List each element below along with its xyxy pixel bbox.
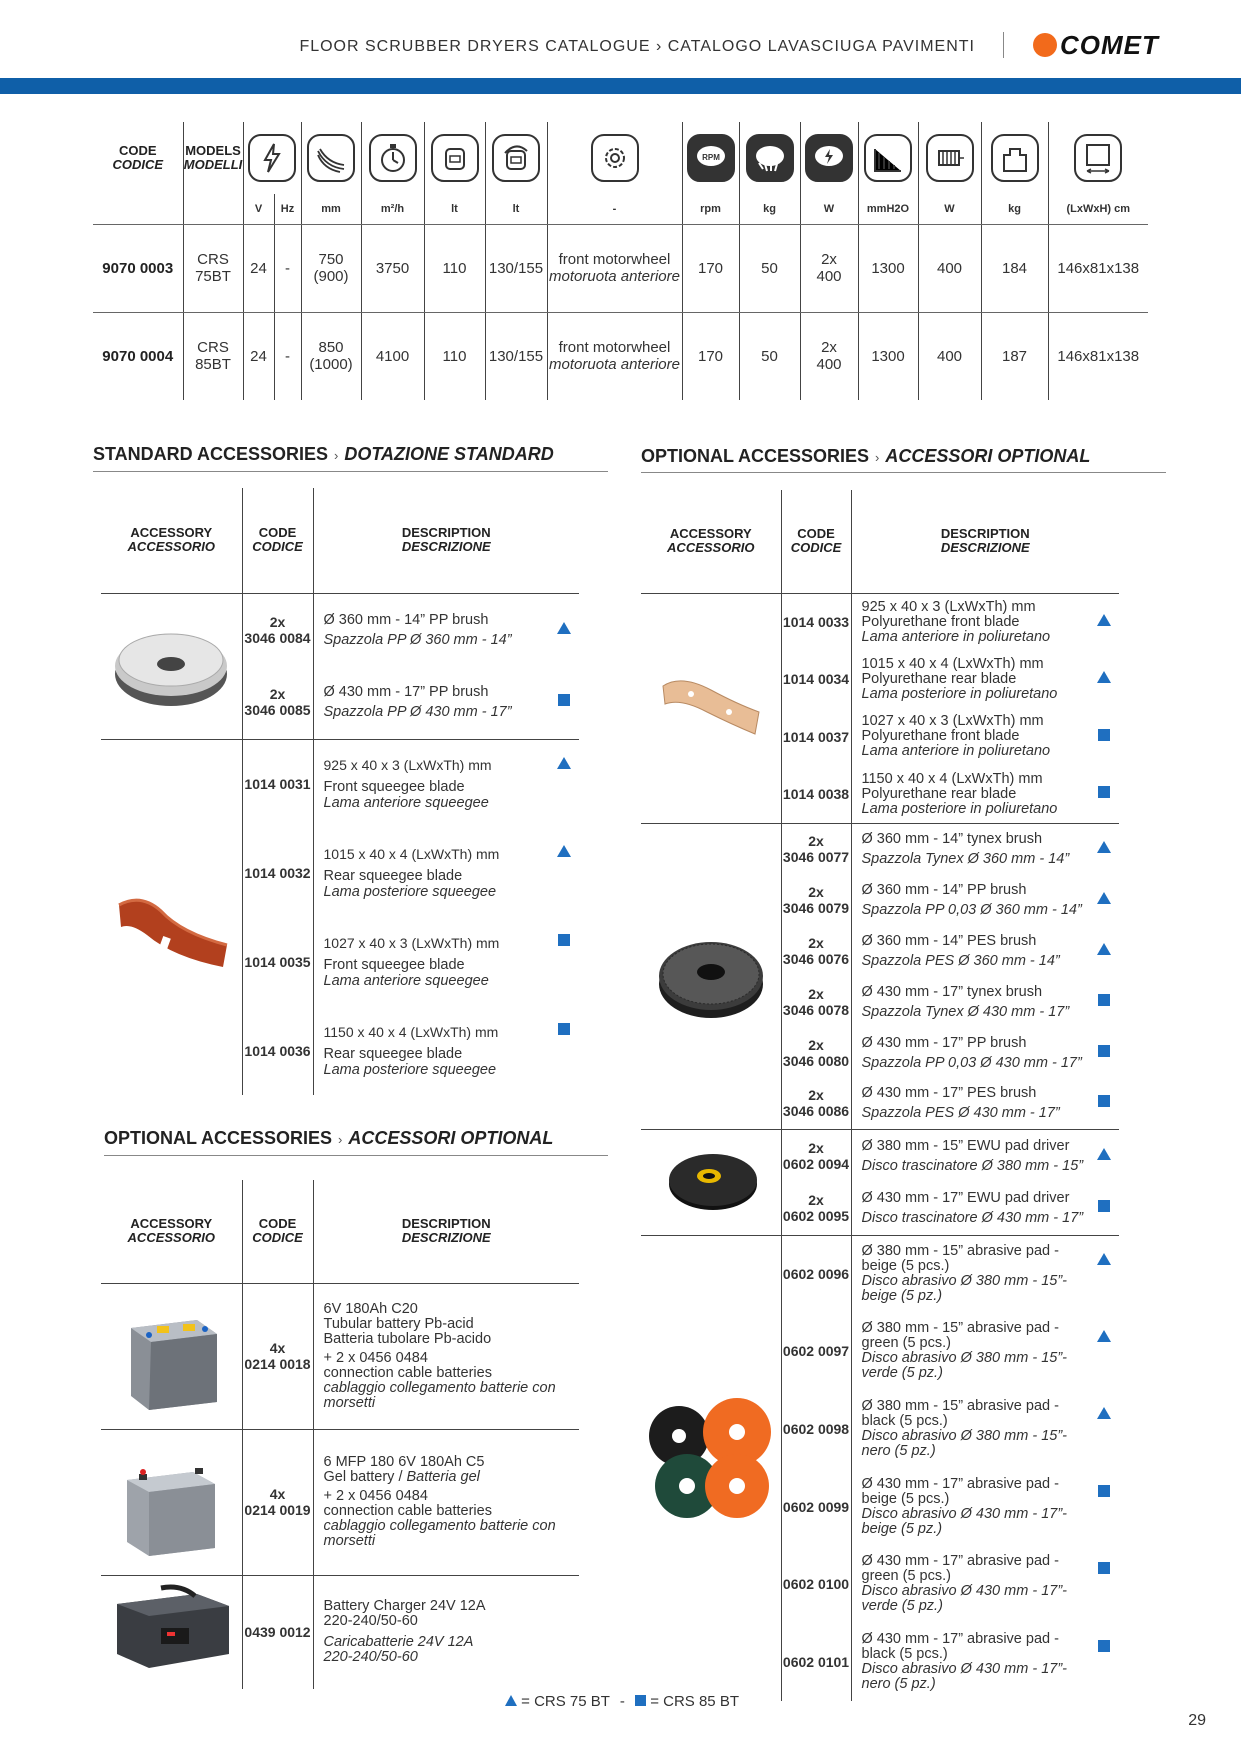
optional-accessories-table-right [641,490,1119,1701]
weight-icon [991,134,1039,182]
spec-model: CRS 85BT [183,312,243,400]
unit-dash: - [547,194,682,224]
list-item [641,1235,1119,1313]
crs-85bt-marker-icon [1098,1640,1110,1652]
code-cell: 2x 3046 0086 [781,1078,851,1129]
description-cell: 1015 x 40 x 4 (LxWxTh) mm Rear squeegee blade Lama posteriore squeegee [323,845,500,900]
spec-lt2: 130/155 [485,224,547,312]
crs-75bt-marker-icon [1097,1148,1111,1160]
brush-width-icon [307,134,355,182]
code-cell: 2x 3046 0077 [781,823,851,874]
description-cell: 925 x 40 x 3 (LxWxTh) mm Polyurethane front blade Lama anteriore in poliuretano [861,598,1051,645]
recovery-tank-icon [492,134,540,182]
description-cell: Ø 430 mm - 17” PP brush Spazzola PP Ø 430 mm - 17” [313,666,549,739]
spec-model: CRS 75BT [183,224,243,312]
code-cell: 2x 3046 0076 [781,925,851,976]
crs-85bt-marker-icon [1098,729,1110,741]
spec-w: 2x 400 [800,312,858,400]
spec-mm: 850 (1000) [301,312,361,400]
spec-table [93,122,1148,400]
description-cell: Ø 360 mm - 14” PP brush Spazzola PP 0,03 Ø 360 mm - 14” [861,881,1082,918]
voltage-icon [248,134,296,182]
description-cell: Ø 430 mm - 17” EWU pad driver Disco trascinatore Ø 430 mm - 17” [851,1182,1089,1235]
spec-drive: front motorwheel motoruota anteriore [547,224,682,312]
comet-logo: COMET [1060,30,1159,60]
gear-icon [591,134,639,182]
description-cell: 1027 x 40 x 3 (LxWxTh) mm Polyurethane front blade Lama anteriore in poliuretano [861,713,1051,760]
description-cell: Ø 380 mm - 15” abrasive pad - beige (5 pcs.) Disco abrasivo Ø 380 mm - 15”- beige (5 pz.) [861,1243,1067,1305]
code-cell: 0602 0097 [781,1313,851,1391]
code-cell: 1014 0038 [781,766,851,824]
header-divider [1003,32,1004,58]
rpm-icon [687,134,735,182]
description-cell: Ø 360 mm - 14” PP brush Spazzola PP Ø 360 mm - 14” [323,611,512,648]
vacuum-icon [864,134,912,182]
crs-85bt-marker-icon [1098,1485,1110,1497]
description-cell: Ø 360 mm - 14” tynex brush Spazzola Tynex Ø 360 mm - 14” [861,830,1070,867]
code-cell: 2x 0602 0094 [781,1129,851,1182]
squeegee-blade-image [101,815,242,1015]
unit-w: W [800,194,858,224]
unit-mmh2o: mmH2O [858,194,918,224]
list-item [101,1575,579,1689]
rpm-label: RPM [701,153,720,162]
battery-charger-image [101,1576,242,1684]
crs-75bt-marker-icon [1097,841,1111,853]
spec-row-crs85bt [93,312,1148,400]
spec-w: 2x 400 [800,224,858,312]
crs-75bt-marker-icon [1097,1407,1111,1419]
crs-85bt-marker-icon [1098,994,1110,1006]
spec-dim: 146x81x138 [1057,347,1140,365]
spec-drive: front motorwheel motoruota anteriore [547,312,682,400]
models-header: MODELS MODELLI [183,122,243,194]
optional-accessories-heading-right: OPTIONAL ACCESSORIES › ACCESSORI OPTIONAL [641,446,1091,466]
spec-kg2: 187 [981,312,1048,400]
legend-separator: - [619,1693,625,1710]
crs-75bt-marker-icon [1097,1330,1111,1342]
description-cell: 1150 x 40 x 4 (LxWxTh) mm Polyurethane rear blade Lama posteriore in poliuretano [851,766,1089,824]
accessory-header: ACCESSORY ACCESSORIO [101,1180,242,1283]
unit-w-2: W [918,194,981,224]
unit-dimensions: (LxWxH) cm [1048,194,1148,224]
tynex-brush-image [641,824,781,1124]
description-cell: Ø 430 mm - 17” abrasive pad - black (5 pcs.) Disco abrasivo Ø 430 mm - 17”- nero (5 pz.) [861,1630,1067,1692]
unit-m2h: m²/h [361,194,424,224]
list-item [641,1129,1119,1182]
spec-hz: - [274,312,301,400]
dimensions-icon [1074,134,1122,182]
list-item [101,1283,579,1429]
spec-lt1: 110 [424,312,485,400]
crs-75bt-marker-icon [1097,892,1111,904]
code-cell: 4x 0214 0018 [242,1283,313,1429]
pp-brush-image [101,594,242,734]
spec-code: 9070 0004 [93,312,183,400]
unit-rpm: rpm [682,194,739,224]
code-cell: 1014 0036 [242,1006,313,1095]
description-header: DESCRIPTION DESCRIZIONE [851,490,1119,593]
spec-v: 24 [243,312,274,400]
accessory-header: ACCESSORY ACCESSORIO [641,490,781,593]
code-cell: 2x 3046 0085 [242,666,313,739]
spec-dim: 146x81x138 [1048,224,1148,312]
spec-v: 24 [243,224,274,312]
crs-75bt-marker-icon [1097,671,1111,683]
code-cell: 2x 3046 0079 [781,874,851,925]
code-header: CODE CODICE [781,490,851,593]
code-cell: 2x 3046 0084 [242,593,313,666]
section-divider [93,471,608,472]
brush-motor-icon [805,134,853,182]
description-cell: Ø 430 mm - 17” abrasive pad - beige (5 pcs.) Disco abrasivo Ø 430 mm - 17”- beige (5 pz.) [861,1475,1067,1537]
code-cell: 0602 0101 [781,1623,851,1701]
clean-tank-icon [431,134,479,182]
list-item [641,593,1119,651]
code-cell: 1014 0035 [242,917,313,1006]
crs-75bt-marker-icon [1097,614,1111,626]
code-cell: 1014 0031 [242,739,313,828]
legend-crs85bt: = CRS 85 BT [650,1693,739,1710]
description-cell: Ø 430 mm - 17” abrasive pad - green (5 pcs.) Disco abrasivo Ø 430 mm - 17”- verde (5 pz.) [861,1553,1067,1615]
code-cell: 1014 0033 [781,593,851,651]
description-cell: Ø 430 mm - 17” tynex brush Spazzola Tynex Ø 430 mm - 17” [861,983,1070,1020]
code-cell: 0602 0096 [781,1235,851,1313]
tubular-battery-image [101,1284,242,1424]
polyurethane-blade-image [641,594,781,818]
crs-75bt-marker-icon [1097,1253,1111,1265]
crs-75bt-marker-icon [1097,943,1111,955]
description-cell: 1015 x 40 x 4 (LxWxTh) mm Polyurethane rear blade Lama posteriore in poliuretano [861,655,1058,702]
standard-accessories-table [101,488,579,1095]
description-cell: 6 MFP 180 6V 180Ah C5 Gel battery / Batteria gel + 2 x 0456 0484 connection cable batteries cablaggio collegamento batterie con morsetti [313,1429,579,1575]
motor-icon [926,134,974,182]
code-cell: 2x 0602 0095 [781,1182,851,1235]
unit-lt: lt [424,194,485,224]
spec-rpm: 170 [682,224,739,312]
code-header: CODE CODICE [242,1180,313,1283]
description-cell: 925 x 40 x 3 (LxWxTh) mm Front squeegee blade Lama anteriore squeegee [323,756,492,811]
standard-accessories-heading: STANDARD ACCESSORIES › DOTAZIONE STANDARD [93,444,554,464]
catalogue-title: FLOOR SCRUBBER DRYERS CATALOGUE › CATALOGO LAVASCIUGA PAVIMENTI [299,38,975,55]
spec-kg2: 184 [981,224,1048,312]
unit-kg-2: kg [981,194,1048,224]
unit-lt-2: lt [485,194,547,224]
description-cell: 6V 180Ah C20 Tubular battery Pb-acid Batteria tubolare Pb-acido + 2 x 0456 0484 connection cable batteries cablaggio collegamento batterie con morsetti [313,1283,579,1429]
unit-mm: mm [301,194,361,224]
crs-85bt-marker-icon [1098,1095,1110,1107]
list-item [101,1429,579,1575]
description-cell: 1150 x 40 x 4 (LxWxTh) mm Rear squeegee blade Lama posteriore squeegee [323,1023,499,1078]
list-item [641,823,1119,874]
spec-m2h: 4100 [361,312,424,400]
optional-accessories-heading-left: OPTIONAL ACCESSORIES › ACCESSORI OPTIONAL [104,1128,554,1148]
section-divider [641,472,1166,473]
legend-crs75bt: = CRS 75 BT [521,1693,610,1710]
code-cell: 1014 0032 [242,828,313,917]
description-cell: Ø 380 mm - 15” abrasive pad - black (5 pcs.) Disco abrasivo Ø 380 mm - 15”- nero (5 pz.) [861,1397,1067,1459]
spec-lt1: 110 [424,224,485,312]
spec-vac: 1300 [858,224,918,312]
spec-code: 9070 0003 [93,224,183,312]
spec-rpm: 170 [682,312,739,400]
description-cell: Ø 360 mm - 14” PES brush Spazzola PES Ø 360 mm - 14” [861,932,1060,969]
spec-w2: 400 [918,224,981,312]
crs-85bt-marker-icon [1098,1562,1110,1574]
code-cell: 2x 3046 0080 [781,1027,851,1078]
spec-row-crs75bt [93,224,1148,312]
description-cell: Ø 430 mm - 17” PES brush Spazzola PES Ø 430 mm - 17” [851,1078,1089,1129]
code-cell: 4x 0214 0019 [242,1429,313,1575]
crs-85bt-marker-icon [558,1023,570,1035]
crs-85bt-marker-icon [1098,1200,1110,1212]
crs-85bt-marker-icon [558,694,570,706]
list-item [101,593,579,666]
crs-75bt-marker-icon [557,845,571,857]
crs-85bt-marker-icon [558,934,570,946]
crs-85bt-marker-icon [1098,1045,1110,1057]
code-header: CODE CODICE [242,488,313,593]
gel-battery-image [101,1430,242,1570]
code-cell: 0602 0100 [781,1545,851,1623]
code-cell: 2x 3046 0078 [781,976,851,1027]
code-cell: 0602 0098 [781,1390,851,1468]
spec-mm: 750 (900) [301,224,361,312]
description-cell: Ø 380 mm - 15” EWU pad driver Disco trascinatore Ø 380 mm - 15” [861,1137,1084,1174]
section-divider [104,1155,608,1156]
spec-w2: 400 [918,312,981,400]
unit-hz: Hz [274,194,301,224]
description-header: DESCRIPTION DESCRIZIONE [313,488,579,593]
code-header: CODE CODICE [93,122,183,194]
code-cell: 0602 0099 [781,1468,851,1546]
description-cell: Ø 380 mm - 15” abrasive pad - green (5 pcs.) Disco abrasivo Ø 380 mm - 15”- verde (5 pz.) [861,1320,1067,1382]
spec-kg: 50 [739,312,800,400]
spec-vac: 1300 [858,312,918,400]
code-cell: 1014 0034 [781,651,851,709]
crs-75bt-marker-icon [557,757,571,769]
legend [505,1693,739,1710]
square-legend-icon [635,1695,646,1706]
description-cell: 1027 x 40 x 3 (LxWxTh) mm Front squeegee blade Lama anteriore squeegee [323,934,500,989]
accessory-header: ACCESSORY ACCESSORIO [101,488,242,593]
spec-m2h: 3750 [361,224,424,312]
pad-driver-image [641,1130,781,1230]
brush-pressure-icon [746,134,794,182]
comet-logo-dot-icon [1033,33,1057,57]
triangle-legend-icon [505,1695,517,1706]
code-cell: 1014 0037 [781,708,851,766]
unit-kg: kg [739,194,800,224]
productivity-icon [369,134,417,182]
spec-lt2: 130/155 [485,312,547,400]
abrasive-pads-image [641,1236,781,1696]
description-cell: Ø 430 mm - 17” PP brush Spazzola PP 0,03 Ø 430 mm - 17” [861,1034,1082,1071]
crs-85bt-marker-icon [1098,786,1110,798]
crs-75bt-marker-icon [557,622,571,634]
code-cell: 0439 0012 [242,1575,313,1689]
brand-bar [0,78,1241,94]
page-number: 29 [1188,1712,1206,1729]
spec-hz: - [274,224,301,312]
description-header: DESCRIPTION DESCRIZIONE [313,1180,579,1283]
description-cell: Battery Charger 24V 12A 220-240/50-60 Caricabatterie 24V 12A 220-240/50-60 [323,1598,486,1665]
optional-accessories-table-left [101,1180,579,1689]
list-item [101,739,579,828]
unit-v: V [243,194,274,224]
spec-kg: 50 [739,224,800,312]
